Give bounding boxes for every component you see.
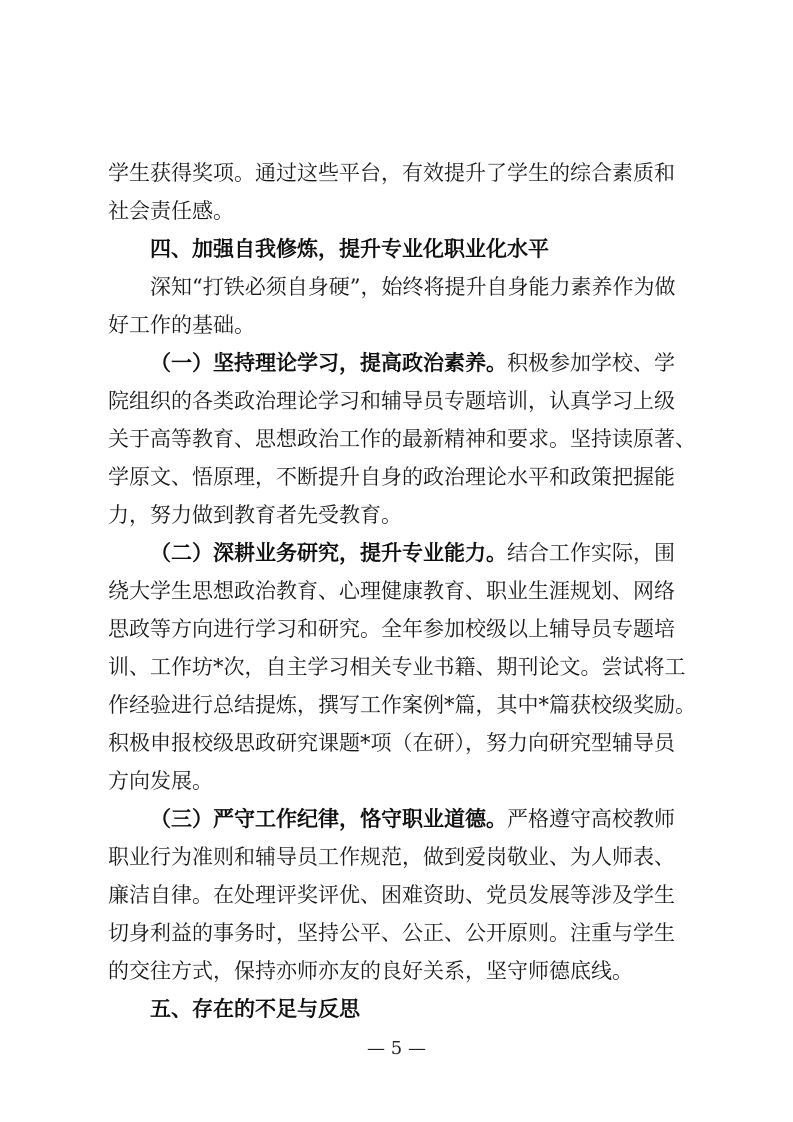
- paragraph-line: 关于高等教育、思想政治工作的最新精神和要求。坚持读原著、: [108, 427, 696, 451]
- paragraph-line: 积极申报校级思政研究课题*项（在研），努力向研究型辅导员: [108, 731, 675, 755]
- paragraph-first-line: [150, 801, 675, 837]
- paragraph-line: 学原文、悟原理，不断提升自身的政治理论水平和政策把握能: [108, 465, 675, 489]
- subheading: （二）深耕业务研究，提升专业能力。: [150, 541, 507, 565]
- paragraph-line: 思政等方向进行学习和研究。全年参加校级以上辅导员专题培: [108, 617, 675, 641]
- paragraph-text: 严格遵守高校教师: [507, 807, 675, 831]
- subheading: （一）坚持理论学习，提高政治素养。: [150, 351, 507, 375]
- paragraph-line: 好工作的基础。: [108, 313, 255, 337]
- paragraph-line: 力，努力做到教育者先受教育。: [108, 503, 402, 527]
- paragraph-line: 训、工作坊*次，自主学习相关专业书籍、期刊论文。尝试将工: [108, 655, 686, 679]
- paragraph-line: 的交往方式，保持亦师亦友的良好关系，坚守师德底线。: [108, 959, 633, 983]
- paragraph-line: 深知“打铁必须自身硬”，始终将提升自身能力素养作为做: [150, 275, 676, 299]
- paragraph-line: 作经验进行总结提炼，撰写工作案例*篇，其中*篇获校级奖励。: [108, 693, 696, 717]
- paragraph-text: 积极参加学校、学: [507, 351, 675, 375]
- paragraph-line: 方向发展。: [108, 769, 213, 793]
- paragraph-first-line: [150, 345, 675, 381]
- paragraph-line: 绕大学生思想政治教育、心理健康教育、职业生涯规划、网络: [108, 579, 675, 603]
- paragraph-line: 切身利益的事务时，坚持公平、公正、公开原则。注重与学生: [108, 921, 675, 945]
- paragraph-line: 职业行为准则和辅导员工作规范，做到爱岗敬业、为人师表、: [108, 845, 675, 869]
- paragraph-line: 社会责任感。: [108, 199, 234, 223]
- paragraph-line: 院组织的各类政治理论学习和辅导员专题培训，认真学习上级: [108, 389, 675, 413]
- paragraph-text: 结合工作实际，围: [507, 541, 675, 565]
- paragraph-first-line: [150, 535, 675, 571]
- section-heading: 五、存在的不足与反思: [150, 997, 360, 1021]
- paragraph-line: 廉洁自律。在处理评奖评优、困难资助、党员发展等涉及学生: [108, 883, 675, 907]
- page-number: — 5 —: [367, 1038, 426, 1059]
- subheading: （三）严守工作纪律，恪守职业道德。: [150, 807, 507, 831]
- paragraph-line: 学生获得奖项。通过这些平台，有效提升了学生的综合素质和: [108, 161, 675, 185]
- section-heading: 四、加强自我修炼，提升专业化职业化水平: [150, 237, 549, 261]
